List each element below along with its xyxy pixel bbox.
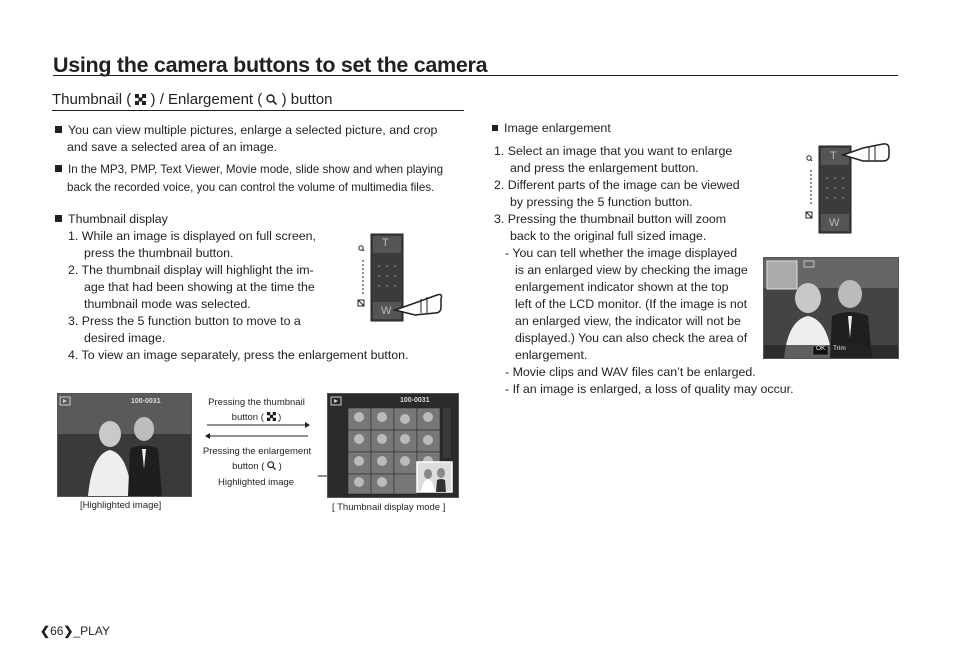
bullet-multimedia-line2: back the recorded voice, you can control the volume of multimedia files. xyxy=(67,181,435,194)
step-line: and press the enlargement button. xyxy=(510,161,699,175)
page-footer xyxy=(40,624,110,638)
close-paren: ) xyxy=(275,412,282,423)
bullet-intro xyxy=(55,122,437,156)
thumbnail-display-heading: Thumbnail display xyxy=(68,212,168,226)
wedding-photo xyxy=(58,394,191,496)
label-press-thumbnail-line2: button ( xyxy=(231,412,264,423)
zoom-lever-graphic xyxy=(355,233,445,323)
image-enlargement-heading-text: Image enlargement xyxy=(504,121,611,135)
step-line: left of the LCD monitor. (If the image is not xyxy=(515,297,748,311)
thumbnail-grid xyxy=(328,394,458,497)
file-number: 100-0031 xyxy=(400,397,430,404)
bullet-square-icon xyxy=(55,126,62,133)
file-number: 100-0031 xyxy=(131,398,161,405)
step-line: age that had been showing at the time the xyxy=(84,280,315,294)
lcd-ok-label: OK xyxy=(816,345,826,352)
enlarged-image-screen xyxy=(763,257,899,359)
highlighted-image-screen xyxy=(57,393,192,497)
zoom-t-label: T xyxy=(382,237,389,249)
section-heading xyxy=(52,91,332,108)
zoom-w-label: W xyxy=(381,305,392,317)
step-line: 3. Press the 5 function button to move to a xyxy=(68,314,301,328)
bullet-multimedia-line1: In the MP3, PMP, Text Viewer, Movie mode, slide show and when playing xyxy=(68,163,444,176)
bullet-square-icon xyxy=(492,125,498,131)
bullet-square-icon xyxy=(55,215,62,222)
page-bracket-right: ❯ xyxy=(63,624,74,638)
step-line: press the thumbnail button. xyxy=(84,246,234,260)
bullet-multimedia xyxy=(55,161,443,197)
step-line: an enlarged view, the indicator will not be xyxy=(515,314,741,328)
label-press-thumbnail-line1: Pressing the thumbnail xyxy=(208,397,305,408)
step-line: by pressing the 5 function button. xyxy=(510,195,693,209)
image-enlargement-heading xyxy=(492,120,611,137)
section-heading-suffix: ) button xyxy=(281,91,333,108)
thumbnail-mode-screen xyxy=(327,393,459,498)
step-line: 2. The thumbnail display will highlight the im- xyxy=(68,263,314,277)
magnifier-icon xyxy=(266,94,277,105)
step-line: 4. To view an image separately, press the enlargement button. xyxy=(68,348,409,362)
step-line: - You can tell whether the image displayed xyxy=(505,246,738,260)
image-enlargement-steps xyxy=(494,143,794,398)
page-number: 66 xyxy=(50,624,64,638)
step-line: 3. Pressing the thumbnail button will zoom xyxy=(494,212,727,226)
enlarged-wedding-photo xyxy=(764,258,898,358)
thumbnail-icon xyxy=(135,94,146,105)
bullet-intro-line2: and save a selected area of an image. xyxy=(67,140,278,154)
zoom-lever-graphic xyxy=(803,143,893,235)
lcd-trim-label: Trim xyxy=(833,345,846,352)
section-heading-middle: ) / Enlargement ( xyxy=(150,91,263,108)
label-press-enlargement-line1: Pressing the enlargement xyxy=(202,446,312,457)
close-paren: ) xyxy=(276,461,282,472)
step-line: enlargement indicator shown at the top xyxy=(515,280,729,294)
bullet-square-icon xyxy=(55,165,62,172)
title-divider xyxy=(53,75,898,76)
section-divider xyxy=(52,110,464,111)
step-line: displayed.) You can also check the area of xyxy=(515,331,748,345)
step-line: back to the original full sized image. xyxy=(510,229,707,243)
caption-highlighted-image: [Highlighted image] xyxy=(80,500,162,511)
step-line: thumbnail mode was selected. xyxy=(84,297,251,311)
step-line: 1. While an image is displayed on full screen, xyxy=(68,229,316,243)
zoom-t-label: T xyxy=(830,150,837,162)
step-line: - Movie clips and WAV files can’t be enlarged. xyxy=(505,365,756,379)
page-title: Using the camera buttons to set the camera xyxy=(53,53,488,77)
step-line: 2. Different parts of the image can be viewed xyxy=(494,178,740,192)
zoom-lever-w-illustration xyxy=(355,233,445,323)
label-press-enlargement-line2: button ( xyxy=(232,461,265,472)
zoom-lever-t-illustration xyxy=(803,143,893,235)
footer-section: _PLAY xyxy=(73,624,110,638)
page-bracket-left: ❮ xyxy=(40,624,51,638)
section-heading-prefix: Thumbnail ( xyxy=(52,91,132,108)
direction-arrows xyxy=(205,420,310,442)
step-line: is an enlarged view by checking the image xyxy=(515,263,748,277)
step-line: 1. Select an image that you want to enlarge xyxy=(494,144,733,158)
step-line: desired image. xyxy=(84,331,166,345)
step-line: - If an image is enlarged, a loss of quality may occur. xyxy=(505,382,794,396)
label-highlighted-image: Highlighted image xyxy=(218,477,295,488)
bullet-intro-line1: You can view multiple pictures, enlarge a selected picture, and crop xyxy=(68,123,438,137)
zoom-w-label: W xyxy=(829,217,840,229)
step-line: enlargement. xyxy=(515,348,588,362)
caption-thumbnail-display-mode: [ Thumbnail display mode ] xyxy=(332,502,446,513)
